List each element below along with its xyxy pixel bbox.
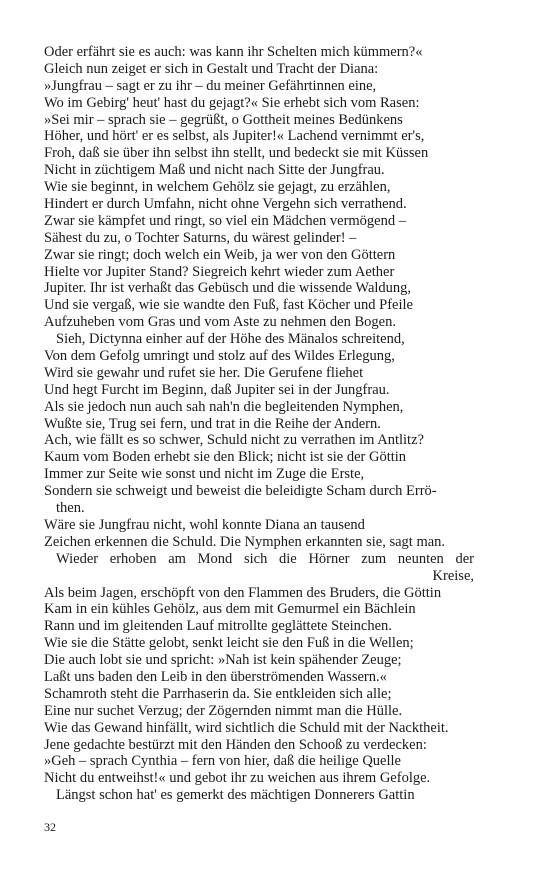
verse-line: Sähest du zu, o Tochter Saturns, du wärest gelinder! –: [44, 229, 357, 246]
verse-line: Nicht du entweihst!« und gebot ihr zu weichen aus ihrem Gefolge.: [44, 770, 431, 787]
verse-line: Wird sie gewahr und rufet sie her. Die Gerufene fliehet: [44, 364, 364, 381]
verse-line: Sieh, Dictynna einher auf der Höhe des Mänalos schreitend,: [56, 331, 405, 348]
page-number: 32: [44, 820, 56, 834]
verse-line: Als sie jedoch nun auch sah nah'n die begleitenden Nymphen,: [44, 398, 404, 415]
verse-line: Höher, und hört' er es selbst, als Jupiter!« Lachend vernimmt er's,: [44, 128, 425, 145]
verse-line: Jupiter. Ihr ist verhaßt das Gebüsch und die wissende Waldung,: [44, 280, 412, 297]
verse-line: Zwar sie kämpfet und ringt, so viel ein Mädchen vermögend –: [44, 212, 406, 229]
verse-line: Sondern sie schweigt und beweist die beleidigte Scham durch Errö-: [44, 483, 437, 500]
verse-line: Immer zur Seite wie sonst und nicht im Zuge die Erste,: [44, 466, 365, 483]
verse-line: Rann und im gleitenden Lauf mitrollte geglättete Steinchen.: [44, 618, 392, 635]
verse-line: Kreise,: [432, 567, 474, 584]
verse-line: Wußte sie, Trug sei fern, und trat in die Reihe der Andern.: [44, 415, 381, 432]
verse-line: Oder erfährt sie es auch: was kann ihr Schelten mich kümmern?«: [44, 44, 423, 60]
verse-line: Kam in ein kühles Gehölz, aus dem mit Gemurmel ein Bächlein: [44, 601, 416, 618]
verse-line: Die auch lobt sie und spricht: »Nah ist kein spähender Zeuge;: [44, 652, 402, 669]
verse-line: Froh, daß sie über ihn selbst ihn stellt, und bedeckt sie mit Küssen: [44, 145, 429, 162]
verse-line: Zwar sie ringt; doch welch ein Weib, ja wer von den Göttern: [44, 246, 396, 263]
verse-line: Und hegt Furcht im Beginn, daß Jupiter sei in der Jungfrau.: [44, 381, 390, 398]
verse-line: Längst schon hat' es gemerkt des mächtigen Donnerers Gattin: [56, 787, 415, 804]
verse-line: Von dem Gefolg umringt und stolz auf des Wildes Erlegung,: [44, 348, 395, 365]
verse-line: Zeichen erkennen die Schuld. Die Nymphen erkannten sie, sagt man.: [44, 533, 446, 550]
verse-line: Wo im Gebirg' heut' hast du gejagt?« Sie erhebt sich vom Rasen:: [44, 94, 420, 111]
verse-line: »Sei mir – sprach sie – gegrüßt, o Gottheit meines Bedünkens: [44, 111, 403, 128]
verse-line: »Geh – sprach Cynthia – fern von hier, daß die heilige Quelle: [44, 753, 401, 770]
verse-line: Jene gedachte bestürzt mit den Händen den Schooß zu verdecken:: [44, 736, 427, 753]
verse-line: Und sie vergaß, wie sie wandte den Fuß, fast Köcher und Pfeile: [44, 297, 413, 314]
verse-line: Nicht in züchtigem Maß und nicht nach Sitte der Jungfrau.: [44, 162, 385, 179]
verse-line: Laßt uns baden den Leib in den überströmenden Wassern.«: [44, 668, 387, 685]
verse-line: Kaum vom Boden erhebt sie den Blick; nicht ist sie der Göttin: [44, 449, 407, 466]
verse-line: Eine nur suchet Verzug; der Zögernden nimmt man die Hülle.: [44, 702, 403, 719]
verse-line: Aufzuheben vom Gras und vom Aste zu nehmen den Bogen.: [44, 314, 396, 331]
verse-line: Wieder erhoben am Mond sich die Hörner zum neunten der: [56, 550, 474, 567]
verse-line: Hielte vor Jupiter Stand? Siegreich kehrt wieder zum Aether: [44, 263, 395, 280]
verse-line: Wie das Gewand hinfällt, wird sichtlich die Schuld mit der Nacktheit.: [44, 719, 449, 736]
verse-line: Wie sie die Stätte gelobt, senkt leicht sie den Fuß in die Wellen;: [44, 635, 414, 652]
verse-line: Als beim Jagen, erschöpft von den Flammen des Bruders, die Göttin: [44, 584, 442, 601]
poem-text: [44, 44, 474, 804]
verse-line: Wie sie beginnt, in welchem Gehölz sie gejagt, zu erzählen,: [44, 179, 391, 196]
verse-line: »Jungfrau – sagt er zu ihr – du meiner Gefährtinnen eine,: [44, 77, 377, 94]
verse-line: Wäre sie Jungfrau nicht, wohl konnte Diana an tausend: [44, 516, 365, 533]
verse-line: Gleich nun zeiget er sich in Gestalt und Tracht der Diana:: [44, 60, 379, 77]
verse-line: Ach, wie fällt es so schwer, Schuld nicht zu verrathen im Antlitz?: [44, 432, 424, 449]
verse-line: Schamroth steht die Parrhaserin da. Sie entkleiden sich alle;: [44, 685, 392, 702]
verse-line: Hindert er durch Umfahn, nicht ohne Vergehn sich verrathend.: [44, 196, 407, 213]
verse-line: then.: [56, 500, 85, 517]
